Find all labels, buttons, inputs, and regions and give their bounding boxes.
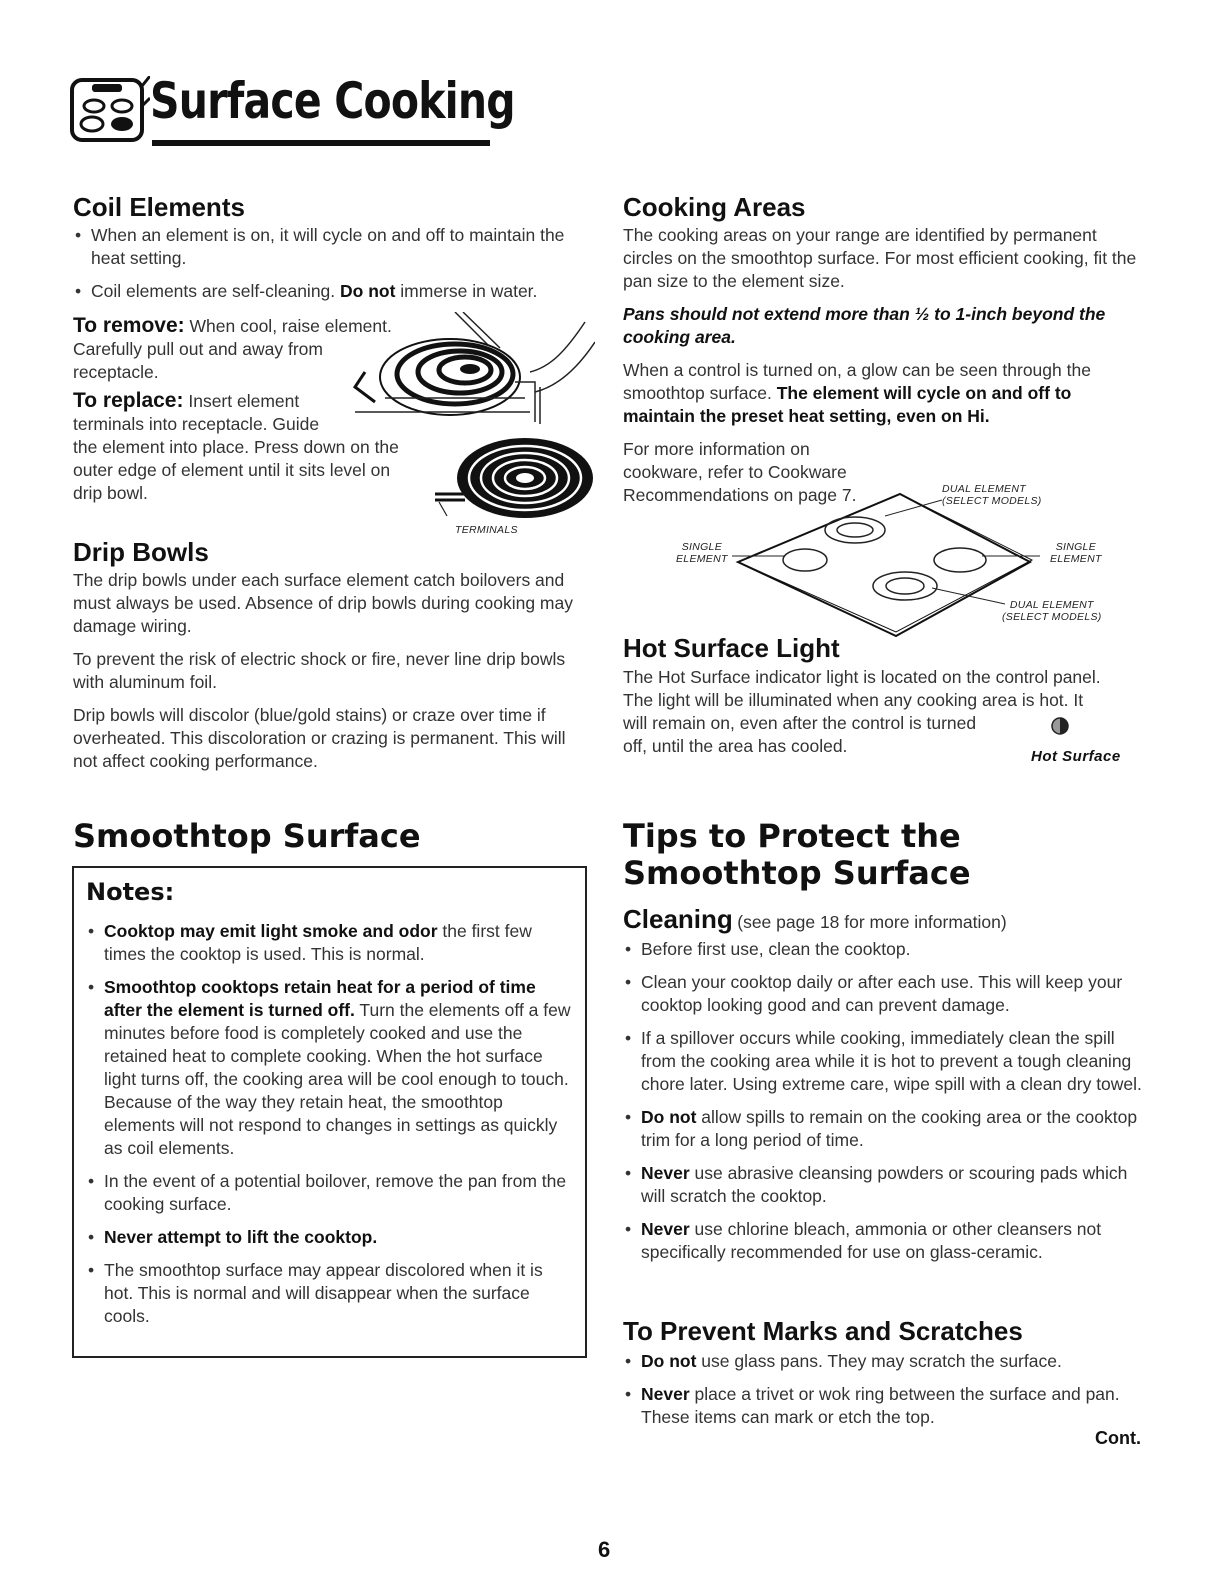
cleaning-list bbox=[623, 938, 1148, 1274]
single-element-label-left: SINGLE ELEMENT bbox=[676, 541, 728, 565]
drip-p2: To prevent the risk of electric shock or fire, never line drip bowls with aluminum foil. bbox=[73, 649, 566, 692]
cleaning-heading: Cleaning (see page 18 for more information) bbox=[623, 904, 1007, 934]
replace-text-a: Insert element bbox=[188, 391, 300, 411]
page-title: Surface Cooking bbox=[150, 72, 515, 130]
hot-surface-heading: Hot Surface Light bbox=[623, 633, 840, 663]
continued-label: Cont. bbox=[1095, 1428, 1141, 1448]
drip-bowls-heading: Drip Bowls bbox=[73, 537, 209, 567]
title-underline bbox=[152, 140, 490, 146]
coil-element-illustration bbox=[425, 438, 595, 538]
list-item: • When an element is on, it will cycle on and off to maintain the heat setting. bbox=[73, 224, 578, 270]
hot-surface-body: The Hot Surface indicator light is located on the control panel. The light will be illuminated when any cooking area is hot. It will remain on, even after the control is turned off, until the area has cooled. bbox=[623, 667, 1101, 756]
dual-element-label-bottom: DUAL ELEMENT (SELECT MODELS) bbox=[1002, 599, 1102, 623]
tips-heading: Tips to Protect the Smoothtop Surface bbox=[623, 817, 971, 892]
remove-text-2: Carefully pull out and away from receptacle. bbox=[73, 339, 323, 382]
coil-removal-illustration bbox=[345, 312, 595, 442]
list-item: • Cooktop may emit light smoke and odor the first few times the cooktop is used. This is normal. bbox=[86, 920, 576, 966]
notes-list bbox=[86, 920, 576, 1338]
cooktop-icon bbox=[70, 76, 150, 146]
list-item: • Never place a trivet or wok ring between the surface and pan. These items can mark or etch the top. bbox=[623, 1383, 1148, 1429]
list-item: • Smoothtop cooktops retain heat for a period of time after the element is turned off. Turn the elements off a few minutes before food is completely cooked and use the retained heat to complete cooking. When the hot surface light turns off, the cooking area will be cool enough to touch. Because of the way they retain heat, the smoothtop elements will not respond to changes in settings as quickly as coil elements. bbox=[86, 976, 576, 1160]
areas-p1: The cooking areas on your range are identified by permanent circles on the smoothtop surface. For most efficient cooking, fit the pan size to the element size. bbox=[623, 225, 1137, 291]
areas-p3: For more information on cookware, refer to Cookware Recommendations on page 7. bbox=[623, 439, 857, 505]
replace-text-e: drip bowl. bbox=[73, 483, 148, 503]
hot-surface-light-icon bbox=[1050, 716, 1070, 736]
replace-text-d: outer edge of element until it sits level on bbox=[73, 460, 391, 480]
coil-elements-heading: Coil Elements bbox=[73, 192, 245, 222]
list-item: • Coil elements are self-cleaning. Do not immerse in water. bbox=[73, 280, 578, 303]
list-item: • Clean your cooktop daily or after each use. This will keep your cooktop looking good and can prevent damage. bbox=[623, 971, 1148, 1017]
notes-box bbox=[72, 866, 587, 1358]
list-item: • In the event of a potential boilover, remove the pan from the cooking surface. bbox=[86, 1170, 576, 1216]
replace-label: To replace: bbox=[73, 389, 184, 412]
replace-text-c: the element into place. Press down on the bbox=[73, 437, 399, 457]
smoothtop-heading: Smoothtop Surface bbox=[73, 817, 421, 855]
list-item: • Before first use, clean the cooktop. bbox=[623, 938, 1148, 961]
cooking-areas-heading: Cooking Areas bbox=[623, 192, 806, 222]
list-item: • Never use abrasive cleansing powders or scouring pads which will scratch the cooktop. bbox=[623, 1162, 1148, 1208]
remove-label: To remove: bbox=[73, 314, 185, 337]
drip-p1: The drip bowls under each surface element catch boilovers and must always be used. Absence of drip bowls during cooking may damage wiring. bbox=[73, 570, 573, 636]
list-item: • Never use chlorine bleach, ammonia or other cleansers not specifically recommended for use on glass-ceramic. bbox=[623, 1218, 1148, 1264]
hot-surface-indicator-label: Hot Surface bbox=[1031, 748, 1121, 765]
list-item: • If a spillover occurs while cooking, immediately clean the spill from the cooking area while it is hot to prevent a tough cleaning chore later. Using extreme care, wipe spill with a clean dry towel. bbox=[623, 1027, 1148, 1096]
notes-title: Notes: bbox=[86, 878, 175, 906]
remove-text: When cool, raise element. bbox=[189, 316, 392, 336]
drip-p3: Drip bowls will discolor (blue/gold stains) or craze over time if overheated. This discoloration or crazing is permanent. This will not affect cooking performance. bbox=[73, 705, 566, 771]
areas-warning: Pans should not extend more than ½ to 1-inch beyond the cooking area. bbox=[623, 304, 1106, 347]
page-number: 6 bbox=[598, 1537, 611, 1562]
drip-bowls-body bbox=[73, 569, 588, 773]
terminals-label: TERMINALS bbox=[455, 524, 518, 536]
list-item: • Never attempt to lift the cooktop. bbox=[86, 1226, 576, 1249]
marks-heading: To Prevent Marks and Scratches bbox=[623, 1316, 1023, 1346]
list-item: • Do not allow spills to remain on the cooking area or the cooktop trim for a long period of time. bbox=[623, 1106, 1148, 1152]
cooking-areas-body bbox=[623, 224, 1143, 507]
dual-element-label-top: DUAL ELEMENT (SELECT MODELS) bbox=[942, 483, 1042, 507]
single-element-label-right: SINGLE ELEMENT bbox=[1050, 541, 1102, 565]
marks-list bbox=[623, 1350, 1148, 1439]
replace-text-b: terminals into receptacle. Guide bbox=[73, 414, 320, 434]
coil-bullets bbox=[73, 224, 578, 313]
areas-p2: When a control is turned on, a glow can be seen through the smoothtop surface. The element will cycle on and off to maintain the preset heat setting, even on Hi. bbox=[623, 360, 1091, 426]
list-item: • The smoothtop surface may appear discolored when it is hot. This is normal and will disappear when the surface cools. bbox=[86, 1259, 576, 1328]
list-item: • Do not use glass pans. They may scratch the surface. bbox=[623, 1350, 1148, 1373]
